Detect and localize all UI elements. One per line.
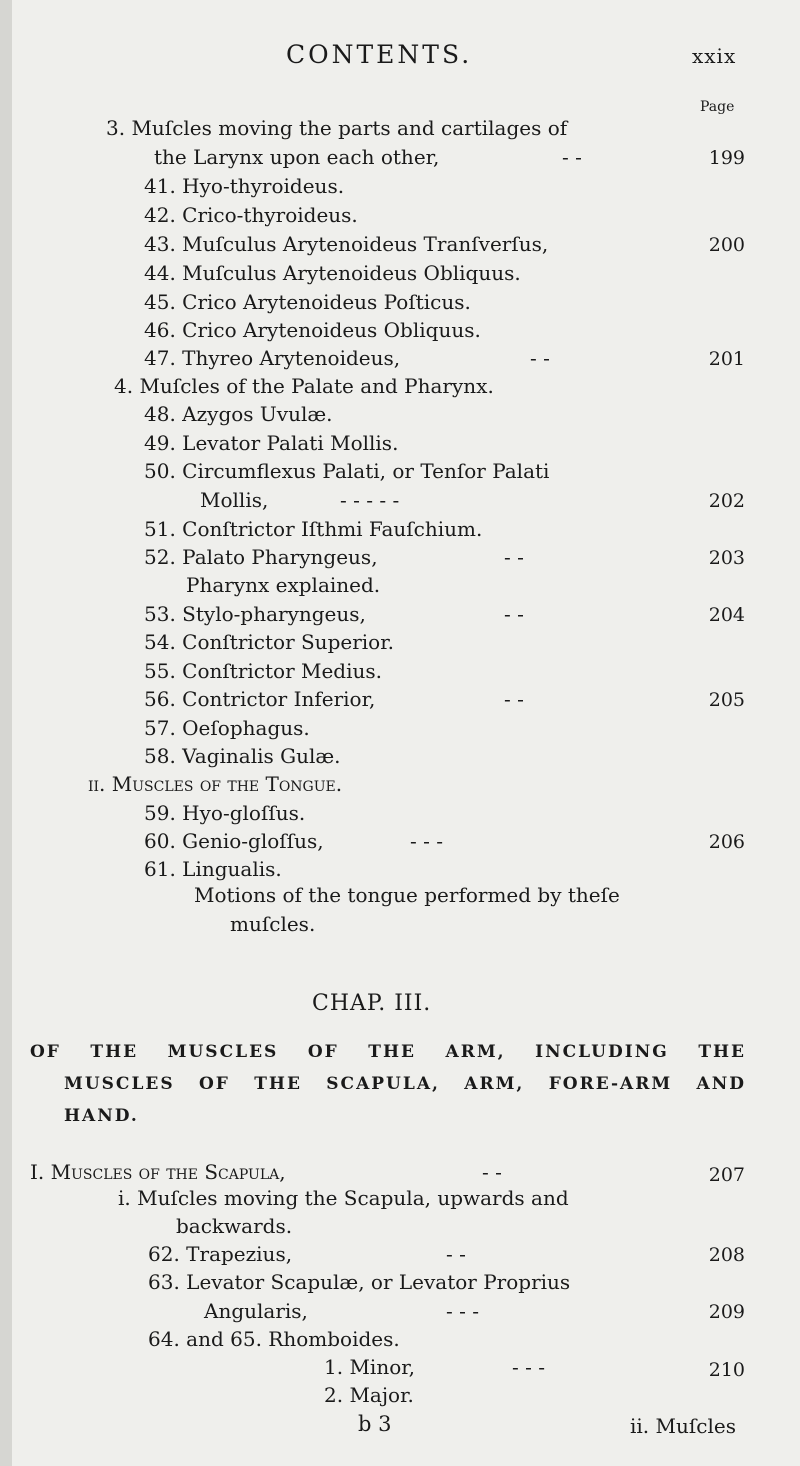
leader-dashes: - - - (410, 829, 443, 853)
toc-entry: 58. Vaginalis Gulæ. (144, 744, 341, 768)
page-ref: 199 (708, 147, 745, 169)
toc-entry: 56. Contrictor Inferior, (144, 687, 376, 711)
page-ref: 204 (708, 604, 745, 626)
leader-dashes: - - (504, 602, 524, 626)
toc-entry: 55. Conſtrictor Medius. (144, 659, 382, 683)
chapter-title (30, 1036, 746, 1132)
page-ref: 210 (708, 1359, 745, 1381)
chapter-title-line: MUSCLES OF THE SCAPULA, ARM, FORE-ARM AND (64, 1074, 746, 1094)
page-ref: 209 (708, 1301, 745, 1323)
toc-entry: Angularis, (204, 1299, 308, 1323)
leader-dashes: - - - (446, 1299, 479, 1323)
toc-entry: 45. Crico Arytenoideus Poſticus. (144, 290, 471, 314)
leader-dashes: - - (504, 545, 524, 569)
leader-dashes: - - - - - (340, 488, 400, 512)
toc-entry: 47. Thyreo Arytenoideus, (144, 346, 401, 370)
chapter-title-line: HAND. (64, 1106, 139, 1126)
page-ref: 202 (708, 490, 745, 512)
toc-entry: 59. Hyo-gloſſus. (144, 801, 306, 825)
toc-entry: muſcles. (230, 912, 316, 936)
toc-entry: 63. Levator Scapulæ, or Levator Proprius (148, 1270, 571, 1294)
toc-entry: 4. Muſcles of the Palate and Pharynx. (114, 374, 494, 398)
toc-entry: 60. Genio-gloſſus, (144, 829, 324, 853)
toc-entry: 41. Hyo-thyroideus. (144, 174, 345, 198)
toc-entry: 1. Minor, (324, 1355, 415, 1379)
leader-dashes: - - (562, 145, 582, 169)
toc-entry: 61. Lingualis. (144, 857, 282, 881)
page-ref: 206 (708, 831, 745, 853)
page-ref: 208 (708, 1244, 745, 1266)
toc-entry: 46. Crico Arytenoideus Obliquus. (144, 318, 481, 342)
toc-entry: backwards. (176, 1214, 293, 1238)
page-ref: 205 (708, 689, 745, 711)
catchword: ii. Muſcles (630, 1414, 736, 1438)
chapter-title-line: OF THE MUSCLES OF THE ARM, INCLUDING THE (30, 1042, 746, 1062)
toc-entry: 3. Muſcles moving the parts and cartilages of (106, 116, 568, 140)
toc-entry: 54. Conſtrictor Superior. (144, 630, 394, 654)
toc-entry: 52. Palato Pharyngeus, (144, 545, 378, 569)
signature-mark: b 3 (358, 1412, 392, 1436)
section-heading: I. Muscles of the Scapula, (30, 1160, 286, 1184)
leader-dashes: - - - (512, 1355, 545, 1379)
page-edge-shadow (0, 0, 12, 1466)
page-number: xxix (692, 44, 737, 68)
leader-dashes: - - (482, 1160, 502, 1184)
page-ref: 203 (708, 547, 745, 569)
page-ref: 200 (708, 234, 745, 256)
toc-entry: 64. and 65. Rhomboides. (148, 1327, 400, 1351)
chapter-heading: CHAP. III. (312, 991, 432, 1016)
toc-entry: 48. Azygos Uvulæ. (144, 402, 333, 426)
toc-entry: Pharynx explained. (186, 573, 381, 597)
section-heading: ii. Muscles of the Tongue. (88, 772, 343, 796)
page-column-label: Page (700, 99, 735, 115)
toc-entry: i. Muſcles moving the Scapula, upwards and (118, 1186, 569, 1210)
leader-dashes: - - (446, 1242, 466, 1266)
leader-dashes: - - (530, 346, 550, 370)
page-ref: 201 (708, 348, 745, 370)
toc-entry: 44. Muſculus Arytenoideus Obliquus. (144, 261, 521, 285)
toc-entry: 51. Conſtrictor Iſthmi Fauſchium. (144, 517, 483, 541)
toc-entry: the Larynx upon each other, (154, 145, 440, 169)
running-title: CONTENTS. (286, 40, 473, 69)
leader-dashes: - - (504, 687, 524, 711)
toc-entry: 2. Major. (324, 1383, 414, 1407)
toc-entry: 50. Circumflexus Palati, or Tenſor Palati (144, 459, 550, 483)
toc-entry: Mollis, (200, 488, 269, 512)
toc-entry: 42. Crico-thyroideus. (144, 203, 358, 227)
toc-entry: Motions of the tongue performed by theſe (194, 883, 620, 907)
toc-entry: 53. Stylo-pharyngeus, (144, 602, 366, 626)
toc-entry: 43. Muſculus Arytenoideus Tranſverſus, (144, 232, 549, 256)
toc-entry: 49. Levator Palati Mollis. (144, 431, 399, 455)
page-ref: 207 (708, 1164, 745, 1186)
toc-entry: 57. Oeſophagus. (144, 716, 310, 740)
toc-entry: 62. Trapezius, (148, 1242, 293, 1266)
